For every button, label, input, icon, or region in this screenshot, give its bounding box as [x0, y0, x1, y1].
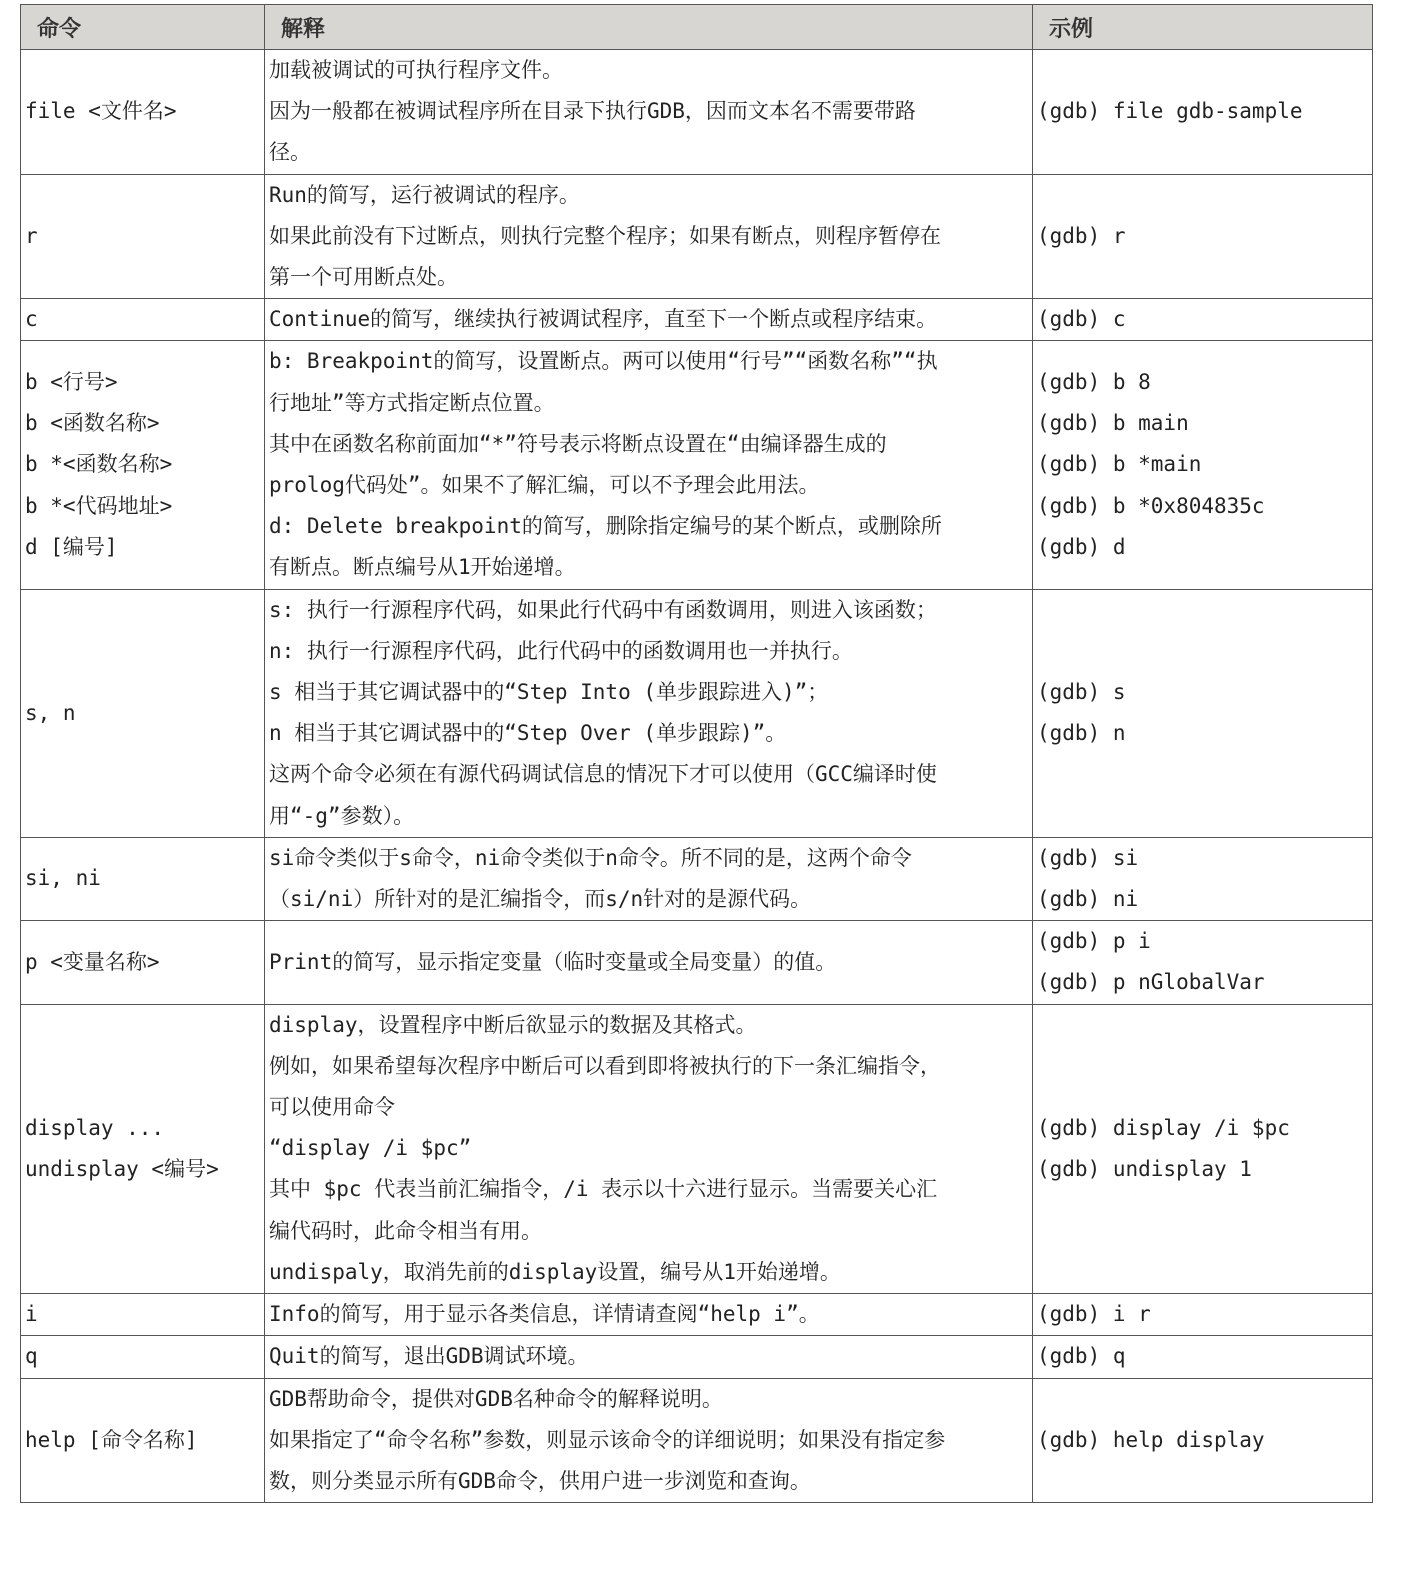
- example-cell-line: (gdb) file gdb-sample: [1037, 99, 1303, 124]
- example-cell: [1033, 1294, 1373, 1336]
- explanation-cell-line: 其中 $pc 代表当前汇编指令，/i 表示以十六进行显示。当需要关心汇: [269, 1177, 938, 1202]
- table-row: [21, 299, 1373, 341]
- example-cell-line: (gdb) r: [1037, 223, 1126, 248]
- table-row: [21, 1294, 1373, 1336]
- example-cell: [1033, 299, 1373, 341]
- explanation-cell: [265, 1378, 1033, 1503]
- explanation-cell-line: Quit的简写，退出GDB调试环境。: [269, 1344, 589, 1369]
- command-cell: [21, 341, 265, 589]
- table-row: [21, 921, 1373, 1004]
- table-row: [21, 1004, 1373, 1293]
- command-cell-line: i: [25, 1302, 38, 1327]
- example-cell: [1033, 174, 1373, 299]
- header-explanation: 解释: [265, 5, 1033, 50]
- command-cell-line: p <变量名称>: [25, 949, 160, 974]
- command-cell-line: r: [25, 223, 38, 248]
- command-cell-line: s, n: [25, 700, 76, 725]
- explanation-cell-line: si命令类似于s命令，ni命令类似于n命令。所不同的是，这两个命令: [269, 845, 912, 870]
- explanation-cell-line: 第一个可用断点处。: [269, 265, 458, 290]
- example-cell-line: (gdb) b 8: [1037, 370, 1151, 395]
- explanation-cell-line: 编代码时，此命令相当有用。: [269, 1218, 542, 1243]
- example-cell-line: (gdb) n: [1037, 721, 1126, 746]
- command-cell: [21, 174, 265, 299]
- explanation-cell-line: Run的简写，运行被调试的程序。: [269, 182, 580, 207]
- example-cell: [1033, 921, 1373, 1004]
- explanation-cell-line: n: 执行一行源程序代码，此行代码中的函数调用也一并执行。: [269, 638, 853, 663]
- explanation-cell-line: 如果指定了“命令名称”参数，则显示该命令的详细说明；如果没有指定参: [269, 1427, 946, 1452]
- example-cell: [1033, 837, 1373, 920]
- example-cell-line: (gdb) b main: [1037, 411, 1189, 436]
- explanation-cell-line: Info的简写，用于显示各类信息，详情请查阅“help i”。: [269, 1302, 820, 1327]
- command-cell-line: file <文件名>: [25, 99, 177, 124]
- explanation-cell-line: 这两个命令必须在有源代码调试信息的情况下才可以使用（GCC编译时使: [269, 762, 937, 787]
- table-row: [21, 50, 1373, 175]
- example-cell-line: (gdb) p i: [1037, 929, 1151, 954]
- command-cell: [21, 837, 265, 920]
- example-cell-line: (gdb) q: [1037, 1344, 1126, 1369]
- explanation-cell-line: 例如，如果希望每次程序中断后可以看到即将被执行的下一条汇编指令，: [269, 1053, 941, 1078]
- explanation-cell: [265, 589, 1033, 837]
- explanation-cell-line: d: Delete breakpoint的简写，删除指定编号的某个断点，或删除所: [269, 514, 942, 539]
- explanation-cell-line: 其中在函数名称前面加“*”符号表示将断点设置在“由编译器生成的: [269, 431, 887, 456]
- table-row: [21, 589, 1373, 837]
- example-cell-line: (gdb) s: [1037, 680, 1126, 705]
- explanation-cell-line: （si/ni）所针对的是汇编指令，而s/n针对的是源代码。: [269, 887, 812, 912]
- explanation-cell-line: GDB帮助命令，提供对GDB名种命令的解释说明。: [269, 1386, 723, 1411]
- explanation-cell-line: s 相当于其它调试器中的“Step Into (单步跟踪进入)”；: [269, 680, 829, 705]
- explanation-cell-line: 用“-g”参数）。: [269, 803, 415, 828]
- command-cell: [21, 50, 265, 175]
- example-cell-line: (gdb) i r: [1037, 1302, 1151, 1327]
- example-cell: [1033, 50, 1373, 175]
- explanation-cell-line: display，设置程序中断后欲显示的数据及其格式。: [269, 1012, 757, 1037]
- example-cell-line: (gdb) display /i $pc: [1037, 1115, 1290, 1140]
- table-body: [21, 50, 1373, 1503]
- example-cell-line: (gdb) p nGlobalVar: [1037, 970, 1265, 995]
- command-cell-line: c: [25, 307, 38, 332]
- explanation-cell: [265, 341, 1033, 589]
- explanation-cell-line: “display /i $pc”: [269, 1136, 472, 1161]
- table-row: [21, 1336, 1373, 1378]
- explanation-cell: [265, 50, 1033, 175]
- command-cell: [21, 589, 265, 837]
- explanation-cell: [265, 1336, 1033, 1378]
- command-cell: [21, 921, 265, 1004]
- example-cell-line: (gdb) d: [1037, 534, 1126, 559]
- explanation-cell: [265, 1294, 1033, 1336]
- gdb-command-table: [20, 4, 1373, 1503]
- explanation-cell-line: b: Breakpoint的简写，设置断点。两可以使用“行号”“函数名称”“执: [269, 349, 938, 374]
- command-cell-line: undisplay <编号>: [25, 1156, 219, 1181]
- explanation-cell-line: Print的简写，显示指定变量（临时变量或全局变量）的值。: [269, 949, 837, 974]
- command-cell-line: b *<代码地址>: [25, 493, 173, 518]
- example-cell-line: (gdb) b *0x804835c: [1037, 493, 1265, 518]
- example-cell: [1033, 1336, 1373, 1378]
- explanation-cell-line: prolog代码处”。如果不了解汇编，可以不予理会此用法。: [269, 473, 820, 498]
- table-row: [21, 837, 1373, 920]
- example-cell-line: (gdb) b *main: [1037, 452, 1202, 477]
- explanation-cell-line: n 相当于其它调试器中的“Step Over (单步跟踪)”。: [269, 721, 787, 746]
- command-cell-line: display ...: [25, 1115, 165, 1140]
- example-cell: [1033, 341, 1373, 589]
- header-command: 命令: [21, 5, 265, 50]
- explanation-cell: [265, 837, 1033, 920]
- explanation-cell-line: 加载被调试的可执行程序文件。: [269, 58, 563, 82]
- command-cell-line: q: [25, 1344, 38, 1369]
- example-cell: [1033, 589, 1373, 837]
- explanation-cell: [265, 1004, 1033, 1293]
- command-cell-line: si, ni: [25, 866, 101, 891]
- explanation-cell-line: 可以使用命令: [269, 1095, 395, 1120]
- explanation-cell-line: Continue的简写，继续执行被调试程序，直至下一个断点或程序结束。: [269, 307, 938, 332]
- example-cell: [1033, 1378, 1373, 1503]
- header-example: 示例: [1033, 5, 1373, 50]
- command-cell-line: d [编号]: [25, 534, 118, 559]
- explanation-cell-line: 数，则分类显示所有GDB命令，供用户进一步浏览和查询。: [269, 1468, 811, 1493]
- command-cell: [21, 1004, 265, 1293]
- command-cell: [21, 299, 265, 341]
- explanation-cell-line: 径。: [269, 140, 311, 165]
- explanation-cell-line: 如果此前没有下过断点，则执行完整个程序；如果有断点，则程序暂停在: [269, 223, 941, 248]
- example-cell: [1033, 1004, 1373, 1293]
- example-cell-line: (gdb) undisplay 1: [1037, 1156, 1252, 1181]
- command-cell-line: b <行号>: [25, 370, 118, 395]
- example-cell-line: (gdb) si: [1037, 845, 1139, 870]
- explanation-cell-line: 行地址”等方式指定断点位置。: [269, 390, 555, 415]
- explanation-cell-line: undispaly，取消先前的display设置，编号从1开始递增。: [269, 1259, 841, 1284]
- table-row: [21, 1378, 1373, 1503]
- explanation-cell-line: 因为一般都在被调试程序所在目录下执行GDB，因而文本名不需要带路: [269, 99, 916, 124]
- example-cell-line: (gdb) ni: [1037, 887, 1139, 912]
- example-cell-line: (gdb) help display: [1037, 1427, 1265, 1452]
- command-cell: [21, 1378, 265, 1503]
- explanation-cell-line: s: 执行一行源程序代码，如果此行代码中有函数调用，则进入该函数；: [269, 597, 937, 622]
- command-cell-line: b <函数名称>: [25, 411, 160, 436]
- command-cell: [21, 1294, 265, 1336]
- explanation-cell-line: 有断点。断点编号从1开始递增。: [269, 555, 576, 580]
- command-cell-line: help [命令名称]: [25, 1427, 198, 1452]
- explanation-cell: [265, 174, 1033, 299]
- explanation-cell: [265, 299, 1033, 341]
- command-cell: [21, 1336, 265, 1378]
- table-row: [21, 341, 1373, 589]
- command-cell-line: b *<函数名称>: [25, 452, 173, 477]
- table-row: [21, 174, 1373, 299]
- example-cell-line: (gdb) c: [1037, 307, 1126, 332]
- explanation-cell: [265, 921, 1033, 1004]
- header-row: [21, 5, 1373, 50]
